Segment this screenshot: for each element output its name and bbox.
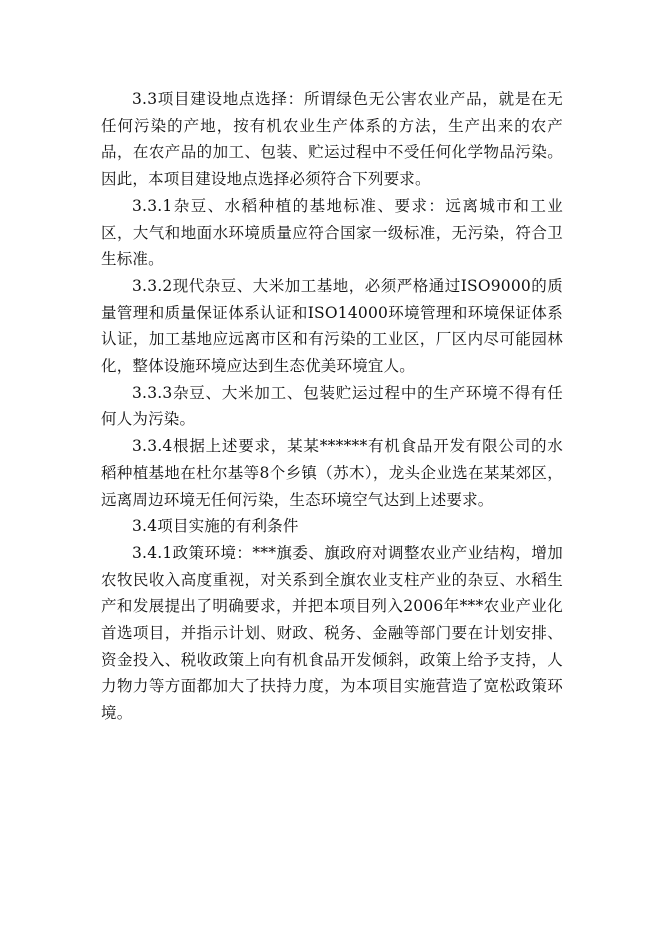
paragraph-3-3: 3.3项目建设地点选择：所谓绿色无公害农业产品，就是在无任何污染的产地，按有机农业生产体系的方法，生产出来的农产品，在农产品的加工、包装、贮运过程中不受任何化学物品污染。因此，本项目建设地点选择必须符合下列要求。: [101, 90, 563, 189]
paragraph-3-4-1: 3.4.1政策环境：***旗委、旗政府对调整农业产业结构，增加农牧民收入高度重视，对关系到全旗农业支柱产业的杂豆、水稻生产和发展提出了明确要求，并把本项目列入2006年***农业产业化首选项目，并指示计划、财政、税务、金融等部门要在计划安排、资金投入、税收政策上向有机食品开发倾斜，政策上给予支持，人力物力等方面都加大了扶持力度，为本项目实施营造了宽松政策环境。: [101, 543, 563, 723]
paragraph-3-3-2: 3.3.2现代杂豆、大米加工基地，必须严格通过ISO9000的质量管理和质量保证体系认证和ISO14000环境管理和环境保证体系认证，加工基地应远离市区和有污染的工业区，厂区内尽可能园林化，整体设施环境应达到生态优美环境宜人。: [101, 276, 563, 376]
paragraph-3-3-1: 3.3.1杂豆、水稻种植的基地标准、要求：远离城市和工业区，大气和地面水环境质量应符合国家一级标准，无污染，符合卫生标准。: [101, 196, 563, 269]
paragraph-3-3-3: 3.3.3杂豆、大米加工、包装贮运过程中的生产环境不得有任何人为污染。: [101, 383, 563, 429]
section-heading-3-4: 3.4项目实施的有利条件: [132, 517, 299, 536]
document-body: [101, 86, 563, 727]
paragraph-3-3-4: 3.3.4根据上述要求，某某******有机食品开发有限公司的水稻种植基地在杜尔基等8个乡镇（苏木），龙头企业选在某某郊区，远离周边环境无任何污染，生态环境空气达到上述要求。: [101, 437, 563, 509]
